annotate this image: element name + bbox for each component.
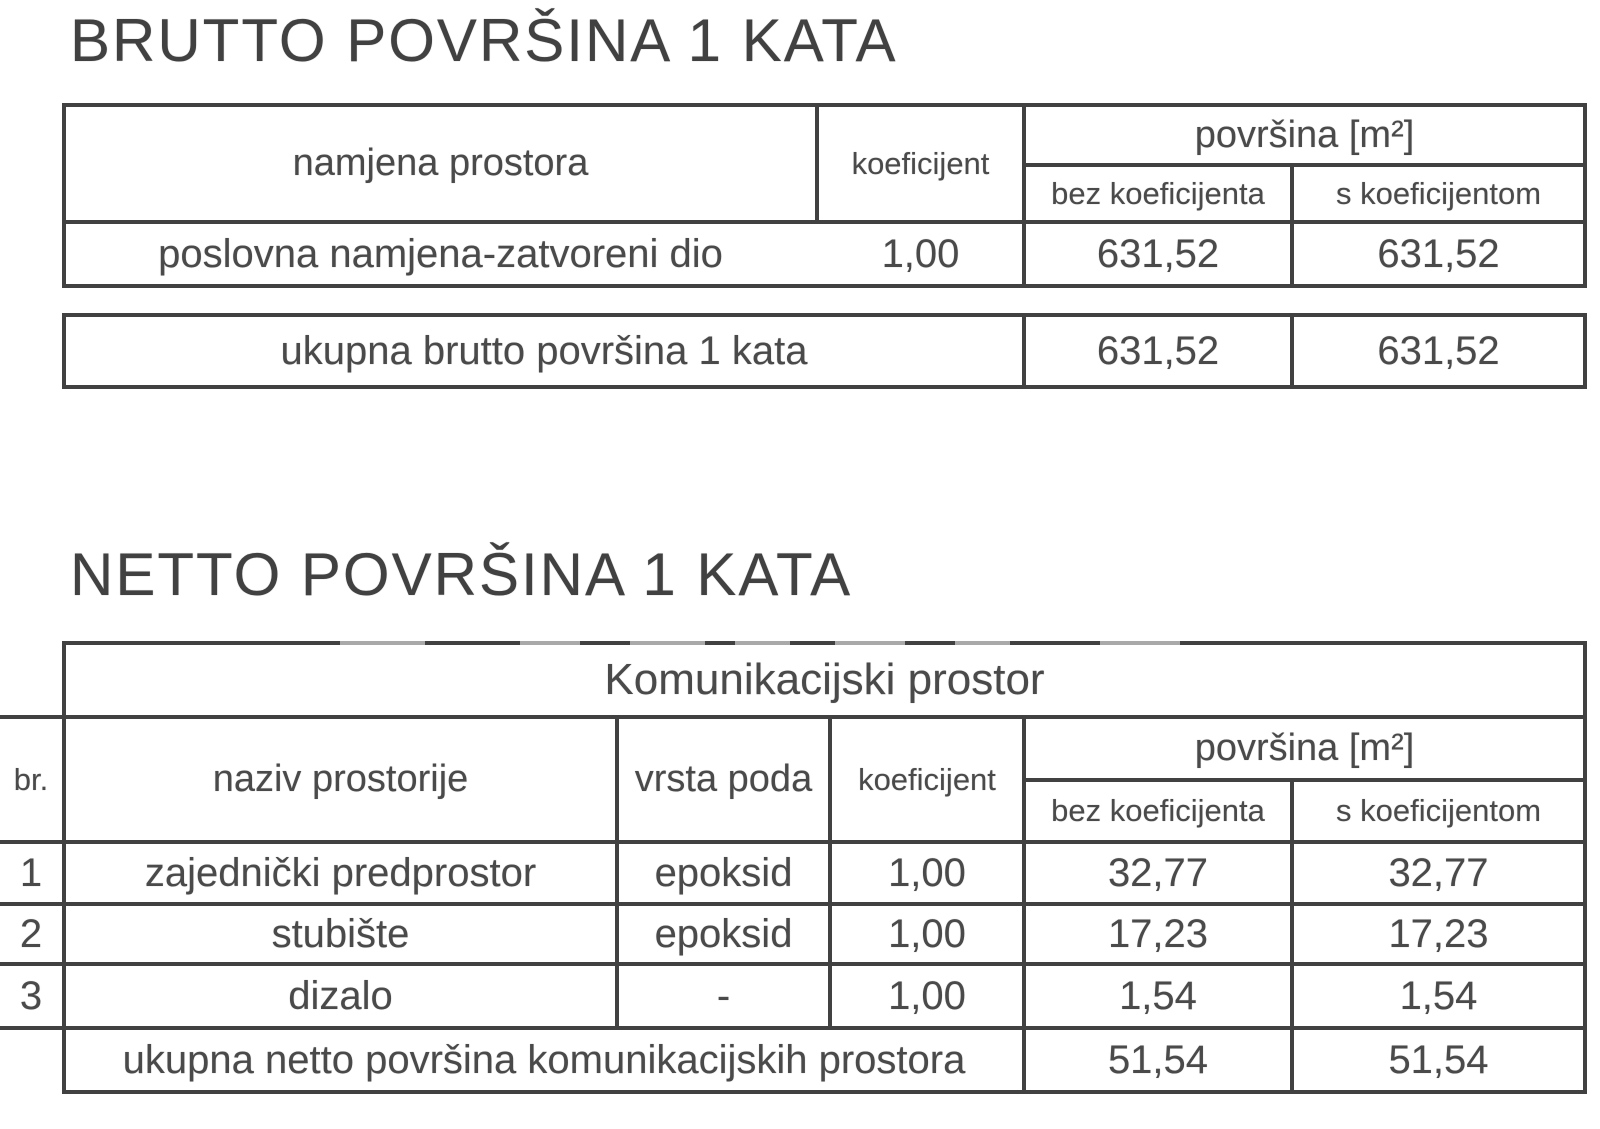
- netto-row-br: 3: [19, 973, 43, 1018]
- netto-row-bez: 32,77: [1107, 850, 1209, 895]
- brutto-row-namjena: poslovna namjena-zatvoreni dio: [158, 231, 723, 276]
- netto-row-bez: 1,54: [1119, 973, 1197, 1018]
- brutto-total-s: 631,52: [1377, 328, 1500, 373]
- netto-header-vrsta-poda: vrsta poda: [634, 758, 813, 800]
- netto-row-br: 2: [19, 911, 43, 956]
- netto-row-vrsta: epoksid: [654, 911, 793, 956]
- grid-line: [62, 1090, 1587, 1094]
- brutto-header-povrsina-m2: površina [m²]: [1194, 113, 1415, 156]
- netto-total-label: ukupna netto površina komunikacijskih prostora: [122, 1037, 966, 1082]
- netto-header-s-koeficijentom: s koeficijentom: [1335, 793, 1542, 828]
- netto-row-s: 1,54: [1399, 973, 1478, 1018]
- brutto-row-s: 631,52: [1377, 231, 1500, 276]
- netto-row-koeficijent: 1,00: [888, 911, 966, 956]
- brutto-row-koeficijent: 1,00: [881, 231, 960, 276]
- grid-line: [1583, 641, 1587, 1094]
- netto-total-s: 51,54: [1388, 1037, 1489, 1082]
- netto-header-povrsina-m2: površina [m²]: [1194, 727, 1415, 769]
- netto-row-naziv: dizalo: [288, 973, 393, 1018]
- grid-line: [62, 284, 1587, 288]
- netto-header-br: br.: [13, 761, 49, 797]
- netto-row-br: 1: [19, 850, 43, 895]
- brutto-title: BRUTTO POVRŠINA 1 KATA: [70, 7, 898, 74]
- netto-row-koeficijent: 1,00: [888, 850, 966, 895]
- grid-line: [1583, 313, 1587, 389]
- brutto-header-koeficijent: koeficijent: [851, 145, 990, 181]
- brutto-header-bez-koeficijenta: bez koeficijenta: [1051, 175, 1265, 211]
- netto-header-naziv-prostorije: naziv prostorije: [212, 758, 469, 800]
- brutto-total-label: ukupna brutto površina 1 kata: [280, 328, 808, 373]
- netto-section-header: Komunikacijski prostor: [604, 655, 1045, 704]
- netto-header-koeficijent: koeficijent: [858, 761, 996, 797]
- netto-total-bez: 51,54: [1107, 1037, 1209, 1082]
- netto-row-naziv: zajednički predprostor: [144, 850, 537, 895]
- netto-row-s: 32,77: [1388, 850, 1489, 895]
- netto-row-koeficijent: 1,00: [888, 973, 966, 1018]
- netto-row-bez: 17,23: [1107, 911, 1209, 956]
- netto-row-naziv: stubište: [271, 911, 410, 956]
- brutto-row-bez: 631,52: [1096, 231, 1220, 276]
- grid-line: [1583, 103, 1587, 288]
- netto-row-vrsta: epoksid: [654, 850, 793, 895]
- brutto-header-namjena-prostora: namjena prostora: [292, 142, 589, 184]
- netto-title: NETTO POVRŠINA 1 KATA: [70, 541, 853, 608]
- grid-line: [62, 385, 1587, 389]
- netto-row-s: 17,23: [1388, 911, 1489, 956]
- netto-row-vrsta: -: [716, 973, 731, 1018]
- netto-header-bez-koeficijenta: bez koeficijenta: [1051, 793, 1265, 828]
- brutto-header-s-koeficijentom: s koeficijentom: [1335, 175, 1542, 211]
- brutto-total-bez: 631,52: [1096, 328, 1220, 373]
